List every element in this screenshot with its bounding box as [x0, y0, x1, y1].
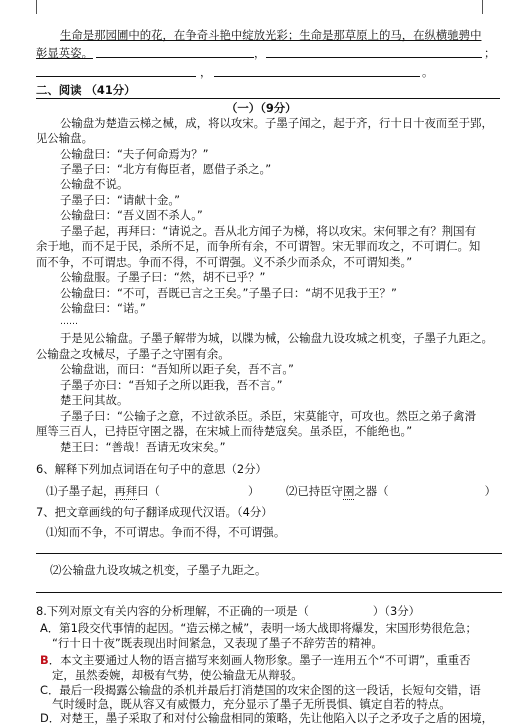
option-c-cont: 气时缓时急，既从容又有威慑力，充分显示了墨子无所畏惧、镇定自若的特点。 — [52, 697, 451, 711]
passage-line: 厘等三百人，已持臣守圉之器，在宋城上而待楚寇矣。虽杀臣，不能绝也。” — [36, 424, 413, 438]
question-stem: 6、解释下列加点词语在句子中的意思（2分） — [36, 462, 267, 476]
option-b: B．本文主要通过人物的语言描写来刻画人物形象。墨子一连用五个“不可谓”，重重否 — [40, 653, 471, 667]
passage-line: 见公输盘。 — [36, 131, 93, 145]
passage-line: 子墨子亦曰：“吾知子之所以距我，吾不言。” — [60, 378, 283, 392]
ellipsis: …… — [60, 317, 78, 327]
passage-line: 公输盘服。子墨子曰：“然，胡不已乎？” — [60, 270, 266, 284]
passage-line: 而不争，不可谓忠。争而不得，不可谓强。义不杀少而杀众，不可谓知类。” — [36, 255, 413, 269]
option-d: D．对楚王，墨子采取了和对付公输盘相同的策略，先让他陷入以子之矛攻子之盾的困境， — [40, 711, 494, 725]
passage-line: 公输盘为楚造云梯之械，成，将以攻宋。子墨子闻之，起于齐，行十日十夜而至于郢， — [60, 116, 493, 130]
question-stem: 8.下列对原文有关内容的分析理解，不正确的一项是（ ）（3分） — [36, 604, 420, 618]
passage-line: 余于地，而不足于民，杀所不足，而争所有余，不可谓智。宋无罪而攻之，不可谓仁。知 — [36, 239, 481, 253]
punctuation: ， — [200, 65, 212, 79]
dotted-word: 圉 — [342, 484, 355, 498]
passage-line: 子墨子曰：“公输子之意，不过欲杀臣。杀臣，宋莫能守，可攻也。然臣之弟子禽滑 — [60, 409, 476, 423]
answer-line[interactable] — [36, 553, 502, 554]
answer-blank[interactable] — [36, 64, 196, 77]
passage-line: 公输盘诎，而曰：“吾知所以距子矣，吾不言。” — [60, 362, 294, 376]
margin-mark — [482, 0, 483, 14]
passage-line: 子墨子起，再拜曰：“请说之。吾从北方闻子为梯，将以攻宋。宋何罪之有？荆国有 — [60, 224, 476, 238]
passage-line: 子墨子曰：“请献十金。” — [60, 193, 181, 207]
question-item: ⑴知而不争，不可谓忠。争而不得，不可谓强。 — [46, 525, 286, 539]
passage-line: 公输盘曰：“吾义固不杀人。” — [60, 208, 203, 222]
answer-blank[interactable] — [214, 64, 420, 77]
punctuation: ； — [484, 46, 496, 60]
passage-line: 子墨子曰：“北方有侮臣者，愿借子杀之。” — [60, 162, 272, 176]
passage-line: 公输盘曰：“诺。” — [60, 301, 146, 315]
margin-mark — [36, 0, 37, 14]
intro-line: 彰显英姿。 — [36, 46, 93, 60]
intro-line: 生命是那园圃中的花，在争奇斗艳中绽放光彩；生命是那草原上的马，在纵横驰骋中 — [60, 28, 482, 42]
option-a-cont: “行十日十夜”既表现出时间紧急，又表现了墨子不辞劳苦的精神。 — [52, 636, 383, 650]
dotted-word: 再拜 — [114, 484, 138, 498]
question-item: ⑵公输盘九设攻城之机变，子墨子九距之。 — [50, 563, 267, 577]
punctuation: ， — [254, 46, 266, 60]
passage-line: 于是见公输盘。子墨子解带为城，以牒为械，公输盘九设攻城之机变，子墨子九距之。 — [60, 331, 493, 345]
option-b-cont: 定，虽然委婉，却极有气势，使公输盘无从辩驳。 — [52, 668, 303, 682]
section-title: 二、阅读 （41分） — [36, 83, 136, 97]
option-c: C．最后一段揭露公输盘的杀机并最后打消楚国的攻宋企图的这一段话，长短句交错，语 — [40, 683, 481, 697]
passage-line: 公输盘之攻械尽，子墨子之守圉有余。 — [36, 347, 230, 361]
option-a: A．第1段交代事情的起因。“造云梯之械”，表明一场大战即将爆发，宋国形势很危急； — [40, 621, 477, 635]
passage-line: 公输盘曰：“夫子何命焉为？” — [60, 147, 209, 161]
passage-line: 公输盘不说。 — [60, 177, 129, 191]
part-title: （一）（9分） — [226, 101, 297, 115]
question-item: ⑵已持臣守圉之器（ ） — [286, 484, 496, 498]
passage-line: 公输盘曰：“不可，吾既已言之王矣。”子墨子曰：“胡不见我于王？” — [60, 286, 397, 300]
passage-line: 楚王曰：“善哉！吾请无攻宋矣。” — [60, 440, 226, 454]
punctuation: 。 — [422, 65, 434, 79]
question-item: ⑴子墨子起，再拜曰（ ） — [46, 484, 260, 498]
divider — [36, 98, 500, 99]
passage-line: 楚王问其故。 — [60, 393, 129, 407]
answer-line[interactable] — [36, 592, 502, 593]
question-stem: 7、把文章画线的句子翻译成现代汉语。（4分） — [36, 505, 273, 519]
answer-blank[interactable] — [96, 45, 254, 58]
answer-blank[interactable] — [266, 45, 482, 58]
option-b-letter: B — [40, 653, 49, 667]
